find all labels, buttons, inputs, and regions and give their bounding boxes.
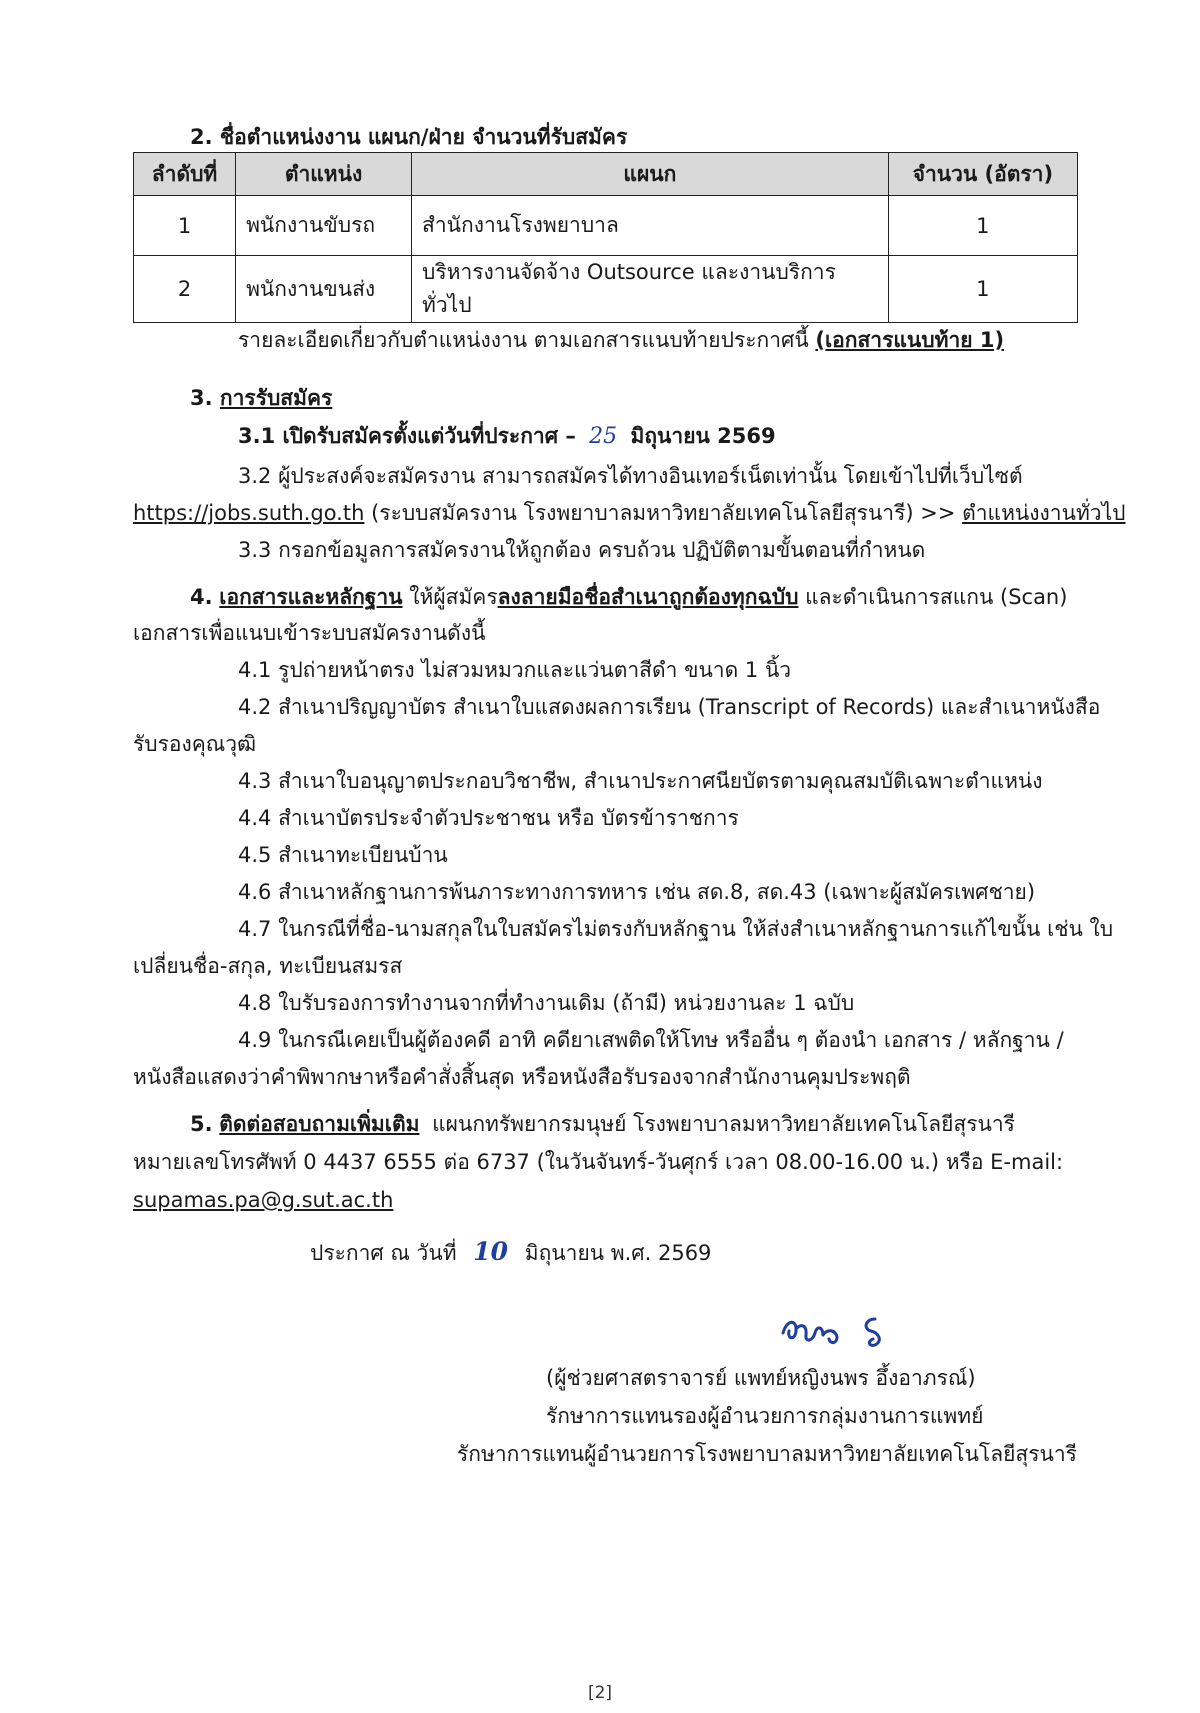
section4-intro (190, 582, 1067, 612)
section3-item2-line2 (133, 498, 1125, 528)
announce-suffix: มิถุนายน พ.ศ. 2569 (524, 1241, 712, 1265)
attachment-link[interactable]: (เอกสารแนบท้าย 1) (815, 328, 1005, 352)
section4-intro-c: และดำเนินการสแกน (Scan) (805, 585, 1068, 609)
item1-text: 3.1 เปิดรับสมัครตั้งแต่วันที่ประกาศ – (238, 424, 576, 448)
general-positions-link[interactable]: ตำแหน่งงานทั่วไป (962, 501, 1126, 525)
row1-count: 1 (888, 196, 1077, 256)
row2-order: 2 (134, 256, 236, 323)
header-order: ลำดับที่ (134, 153, 236, 196)
doc-item-4-3: 4.3 สำเนาใบอนุญาตประกอบวิชาชีพ, สำเนาประกาศนียบัตรตามคุณสมบัติเฉพาะตำแหน่ง (238, 769, 1043, 793)
contact-email-link[interactable]: supamas.pa@g.sut.ac.th (133, 1188, 394, 1212)
signatory-title-2: รักษาการแทนผู้อำนวยการโรงพยาบาลมหาวิทยาลัยเทคโนโลยีสุรนารี (457, 1442, 1077, 1466)
handwritten-day: 25 (589, 424, 618, 449)
section5-dept: แผนกทรัพยากรมนุษย์ โรงพยาบาลมหาวิทยาลัยเทคโนโลยีสุรนารี (432, 1112, 1015, 1136)
section5-title: ติดต่อสอบถามเพิ่มเติม (219, 1112, 420, 1136)
section3-heading (190, 383, 332, 413)
section3-title: การรับสมัคร (219, 386, 333, 410)
doc-item-4-1: 4.1 รูปถ่ายหน้าตรง ไม่สวมหมวกและแว่นตาสีดำ ขนาด 1 นิ้ว (238, 658, 792, 682)
doc-item-4-2-cont: รับรองคุณวุฒิ (133, 732, 257, 756)
section3-item3: 3.3 กรอกข้อมูลการสมัครงานให้ถูกต้อง ครบถ้วน ปฏิบัติตามขั้นตอนที่กำหนด (238, 538, 926, 562)
row1-department: สำนักงานโรงพยาบาล (412, 196, 889, 256)
section3-number: 3. (190, 386, 213, 410)
doc-item-4-7-cont: เปลี่ยนชื่อ-สกุล, ทะเบียนสมรส (133, 954, 403, 978)
section5-number: 5. (190, 1112, 213, 1136)
section4-title: เอกสารและหลักฐาน (219, 585, 403, 609)
doc-item-4-8: 4.8 ใบรับรองการทำงานจากที่ทำงานเดิม (ถ้ามี) หน่วยงานละ 1 ฉบับ (238, 991, 855, 1015)
doc-item-4-6: 4.6 สำเนาหลักฐานการพ้นภาระทางการทหาร เช่น สด.8, สด.43 (เฉพาะผู้สมัครเพศชาย) (238, 880, 1036, 904)
section4-intro-line2: เอกสารเพื่อแนบเข้าระบบสมัครงานดังนี้ (133, 621, 486, 645)
jobs-website-link[interactable]: https://jobs.suth.go.th (133, 501, 365, 525)
signatory-name: (ผู้ช่วยศาสตราจารย์ แพทย์หญิงนพร อึ้งอาภรณ์) (546, 1366, 976, 1390)
table-header-row (134, 153, 1078, 196)
row1-position: พนักงานขับรถ (236, 196, 412, 256)
table-row (134, 196, 1078, 256)
row2-department: บริหารงานจัดจ้าง Outsource และงานบริการทั่วไป (412, 256, 889, 323)
handwritten-signature (779, 1305, 909, 1359)
signature-scribble (779, 1305, 909, 1355)
doc-item-4-2: 4.2 สำเนาปริญญาบัตร สำเนาใบแสดงผลการเรียน (Transcript of Records) และสำเนาหนังสือ (238, 695, 1101, 719)
header-count: จำนวน (อัตรา) (888, 153, 1077, 196)
item1-month: มิถุนายน 2569 (630, 424, 776, 448)
table-note-text: รายละเอียดเกี่ยวกับตำแหน่งงาน ตามเอกสารแนบท้ายประกาศนี้ (238, 328, 809, 352)
item2-mid-text: (ระบบสมัครงาน โรงพยาบาลมหาวิทยาลัยเทคโนโลยีสุรนารี) >> (371, 501, 956, 525)
row2-position: พนักงานขนส่ง (236, 256, 412, 323)
row1-order: 1 (134, 196, 236, 256)
doc-item-4-7: 4.7 ในกรณีที่ชื่อ-นามสกุลในใบสมัครไม่ตรงกับหลักฐาน ให้ส่งสำเนาหลักฐานการแก้ไขนั้น เช่น ใบ (238, 917, 1114, 941)
section4-intro-b: ลงลายมือชื่อสำเนาถูกต้องทุกฉบับ (497, 585, 799, 609)
doc-item-4-4: 4.4 สำเนาบัตรประจำตัวประชาชน หรือ บัตรข้าราชการ (238, 806, 739, 830)
table-row (134, 256, 1078, 323)
section5-line2: หมายเลขโทรศัพท์ 0 4437 6555 ต่อ 6737 (ในวันจันทร์-วันศุกร์ เวลา 08.00-16.00 น.) หรือ E-mail: (133, 1150, 1064, 1174)
announcement-date (310, 1237, 711, 1268)
signatory-title-1: รักษาการแทนรองผู้อำนวยการกลุ่มงานการแพทย์ (546, 1404, 984, 1428)
header-department: แผนก (412, 153, 889, 196)
handwritten-announce-day: 10 (473, 1237, 509, 1266)
table-note (238, 325, 1004, 355)
page-number: [2] (587, 1683, 613, 1703)
section3-item1 (238, 421, 776, 452)
header-position: ตำแหน่ง (236, 153, 412, 196)
doc-item-4-5: 4.5 สำเนาทะเบียนบ้าน (238, 843, 448, 867)
row2-count: 1 (888, 256, 1077, 323)
doc-item-4-9-cont: หนังสือแสดงว่าคำพิพากษาหรือคำสั่งสิ้นสุด หรือหนังสือรับรองจากสำนักงานคุมประพฤติ (133, 1065, 911, 1089)
doc-item-4-9: 4.9 ในกรณีเคยเป็นผู้ต้องคดี อาทิ คดียาเสพติดให้โทษ หรืออื่น ๆ ต้องนำ เอกสาร / หลักฐาน / (238, 1028, 1064, 1052)
section2-heading: 2. ชื่อตำแหน่งงาน แผนก/ฝ่าย จำนวนที่รับสมัคร (190, 125, 628, 149)
section3-item2-line1: 3.2 ผู้ประสงค์จะสมัครงาน สามารถสมัครได้ทางอินเทอร์เน็ตเท่านั้น โดยเข้าไปที่เว็บไซต์ (238, 464, 1023, 488)
positions-table (133, 152, 1078, 323)
section4-number: 4. (190, 585, 213, 609)
section4-intro-a: ให้ผู้สมัคร (409, 585, 498, 609)
section5-line1 (190, 1109, 1015, 1139)
announce-prefix: ประกาศ ณ วันที่ (310, 1241, 457, 1265)
